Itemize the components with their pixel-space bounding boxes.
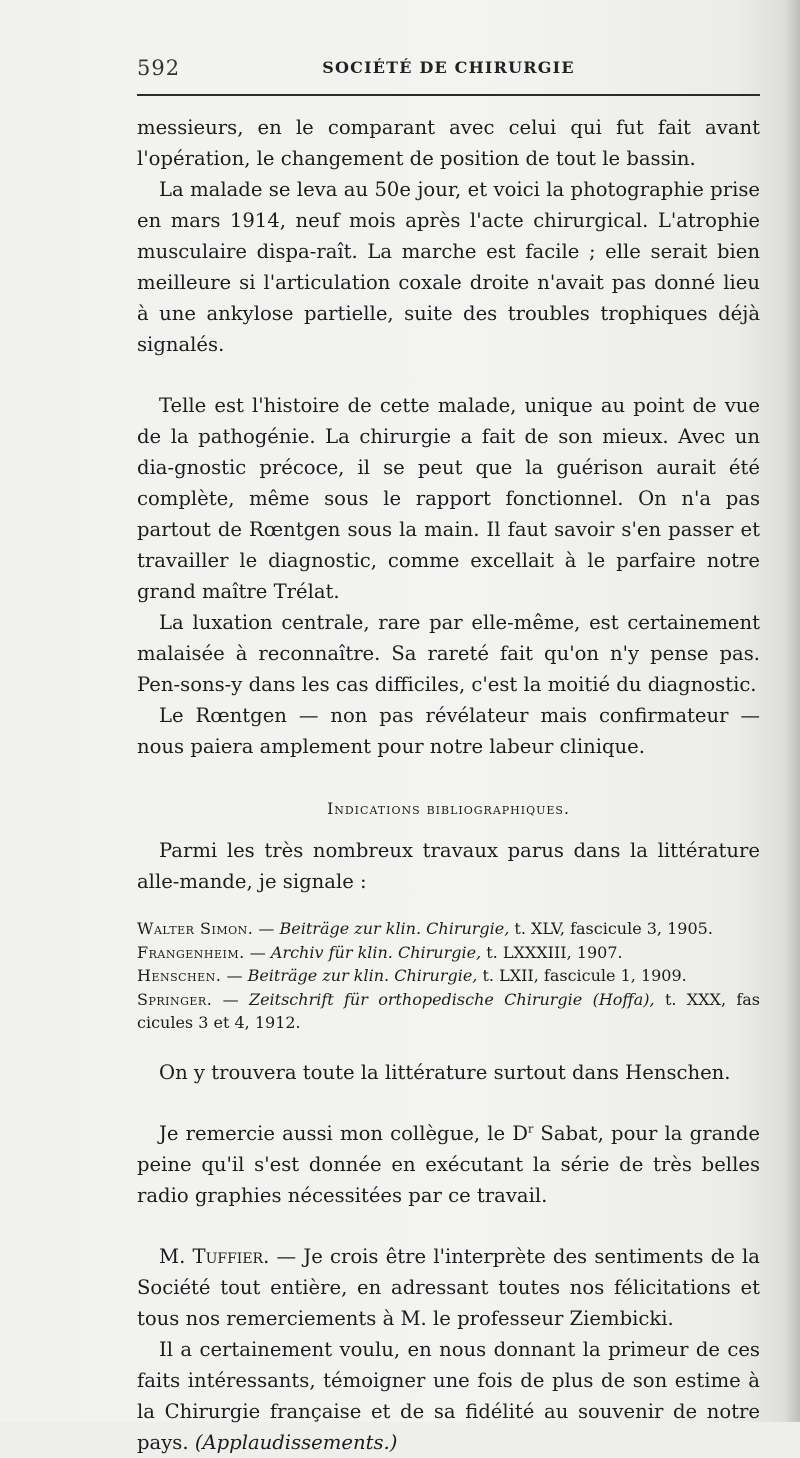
acknowledgement-text-end: Sabat, pour la grande peine qu'il s'est donnée en exécutant la série de très belles radio graphies nécessitées par ce travail. bbox=[137, 1121, 761, 1207]
bibliography-entry: Henschen. — Beiträge zur klin. Chirurgie, t. LXII, fascicule 1, 1909. bbox=[137, 966, 687, 985]
speaker-remarks: — Je crois être l'interprète des sentiments de la Société tout entière, en adressant toutes nos félicitations et tous nos remerciements à M. le professeur Ziembicki. bbox=[137, 1244, 760, 1330]
page-body bbox=[137, 112, 760, 1458]
bibliography-details: t. LXXXIII, 1907. bbox=[481, 942, 623, 962]
bibliography-title: Zeitschrift für orthopedische Chirurgie (Hoffa), bbox=[248, 989, 655, 1009]
paragraph-luxation: La luxation centrale, rare par elle-même, est certainement malaisée à reconnaître. Sa rareté fait qu'on n'y pense pas. Pen-sons-y dans les cas difficiles, c'est la moitié du diagnostic. bbox=[137, 611, 760, 696]
speaker-name: M. Tuffier. bbox=[159, 1244, 270, 1268]
bibliography-list bbox=[137, 917, 760, 1035]
paragraph-recovery: La malade se leva au 50e jour, et voici la photographie prise en mars 1914, neuf mois après l'acte chirurgical. L'atrophie musculaire dispa-raît. La marche est facile ; elle serait bien meilleure si l'articulation coxale droite n'avait pas donné lieu à une ankylose partielle, suite des troubles trophiques déjà signalés. bbox=[137, 178, 760, 356]
page-header bbox=[137, 50, 760, 84]
bibliography-author: Frangenheim. bbox=[137, 942, 245, 962]
paragraph-closing bbox=[137, 1334, 760, 1458]
section-heading-bibliography: Indications bibliographiques. bbox=[327, 800, 570, 818]
paragraph-tuffier bbox=[137, 1241, 760, 1334]
bibliography-title: Beiträge zur klin. Chirurgie, bbox=[279, 919, 510, 938]
closing-text: Il a certainement voulu, en nous donnant la primeur de ces faits intéressants, témoigner une fois de plus de son estime à la Chirurgie française et de sa fidélité au souvenir de notre pays. bbox=[137, 1337, 760, 1454]
header-rule bbox=[137, 94, 760, 96]
bibliography-entry: Frangenheim. — Archiv für klin. Chirurgie, t. LXXXIII, 1907. bbox=[137, 942, 623, 962]
doctor-abbreviation-sup: r bbox=[527, 1121, 534, 1135]
bibliography-details: t. LXII, fascicule 1, 1909. bbox=[477, 966, 687, 985]
applause-note: (Applaudissements.) bbox=[194, 1430, 398, 1454]
bibliography-entry: Walter Simon. — Beiträge zur klin. Chirurgie, t. XLV, fascicule 3, 1905. bbox=[137, 919, 713, 938]
paragraph-history: Telle est l'histoire de cette malade, unique au point de vue de la pathogénie. La chirurgie a fait de son mieux. Avec un dia-gnostic précoce, il se peut que la guérison aurait été complète, même sous le rapport fonctionnel. On n'a pas partout de Rœntgen sous la main. Il faut savoir s'en passer et travailler le diagnostic, comme excellait à le parfaire notre grand maître Trélat. bbox=[137, 394, 760, 603]
paragraph-acknowledgement bbox=[137, 1118, 760, 1211]
bibliography-author: Springer. bbox=[137, 989, 213, 1009]
bibliography-entry: Springer. — Zeitschrift für orthopedische Chirurgie (Hoffa), t. XXX, fas cicules 3 et 4, 1912. bbox=[137, 989, 761, 1032]
bibliography-title: Archiv für klin. Chirurgie, bbox=[270, 942, 482, 962]
paragraph-continuation: messieurs, en le comparant avec celui qui fut fait avant l'opération, le changement de position de tout le bassin. bbox=[137, 116, 760, 170]
bibliography-author: Walter Simon. bbox=[137, 919, 254, 938]
paragraph-roentgen: Le Rœntgen — non pas révélateur mais confirmateur — nous paiera amplement pour notre labeur clinique. bbox=[137, 704, 760, 758]
paragraph-bibliography-intro: Parmi les très nombreux travaux parus dans la littérature alle-mande, je signale : bbox=[137, 839, 760, 893]
page-number: 592 bbox=[137, 56, 181, 80]
acknowledgement-text-start: Je remercie aussi mon collègue, le D bbox=[159, 1121, 528, 1145]
page-edge-shadow bbox=[784, 0, 800, 1422]
bibliography-details: t. XXX, fas cicules 3 et 4, 1912. bbox=[137, 989, 761, 1032]
running-title: SOCIÉTÉ DE CHIRURGIE bbox=[322, 58, 575, 77]
bibliography-title: Beiträge zur klin. Chirurgie, bbox=[247, 966, 478, 985]
bibliography-details: t. XLV, fascicule 3, 1905. bbox=[509, 919, 713, 938]
paragraph-henschen: On y trouvera toute la littérature surtout dans Henschen. bbox=[159, 1060, 731, 1084]
bibliography-author: Henschen. bbox=[137, 966, 222, 985]
